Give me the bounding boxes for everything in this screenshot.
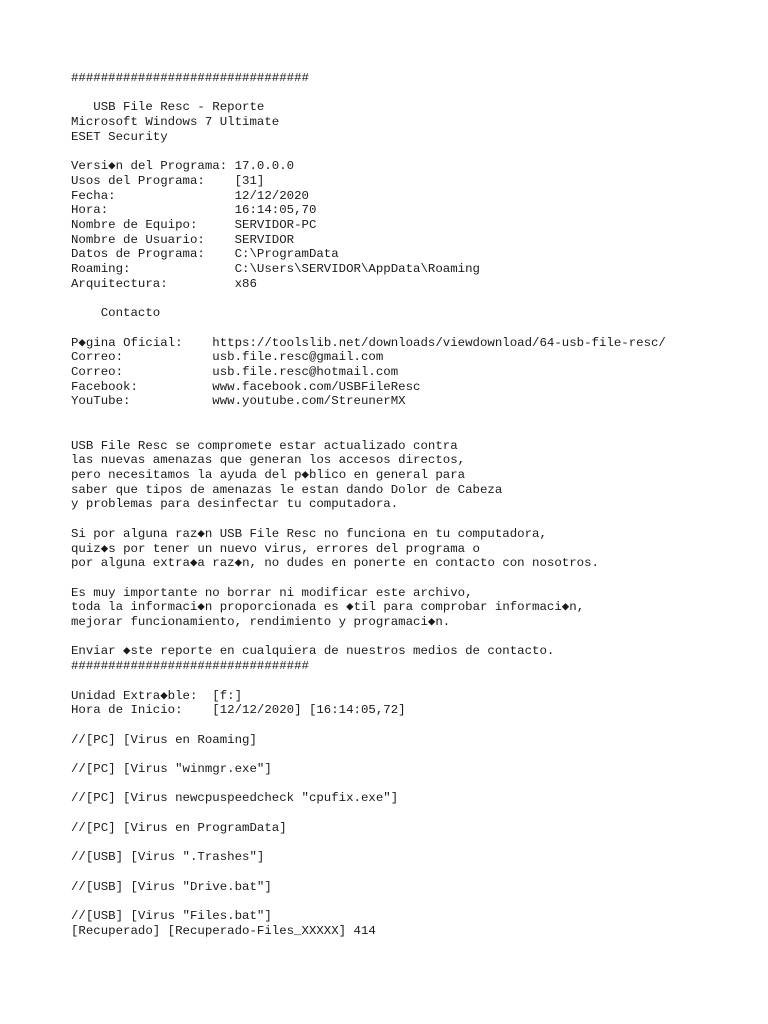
- report-line: Roaming: C:\Users\SERVIDOR\AppData\Roaming: [71, 262, 480, 277]
- report-line: //[PC] [Virus "winmgr.exe"]: [71, 762, 272, 777]
- report-line: //[PC] [Virus en ProgramData]: [71, 820, 287, 835]
- report-line: Si por alguna raz◆n USB File Resc no funciona en tu computadora,: [71, 526, 547, 541]
- report-line: Nombre de Equipo: SERVIDOR-PC: [71, 218, 317, 233]
- report-line: Nombre de Usuario: SERVIDOR: [71, 232, 295, 247]
- report-line: USB File Resc - Reporte: [71, 100, 265, 115]
- report-line: Hora de Inicio: [12/12/2020] [16:14:05,72]: [71, 703, 406, 718]
- report-line: Enviar ◆ste reporte en cualquiera de nuestros medios de contacto.: [71, 644, 555, 659]
- report-line: //[PC] [Virus en Roaming]: [71, 732, 257, 747]
- report-line: ESET Security: [71, 129, 168, 144]
- report-line: Microsoft Windows 7 Ultimate: [71, 115, 280, 130]
- report-line: Unidad Extra◆ble: [f:]: [71, 688, 243, 703]
- report-line: Contacto: [71, 306, 161, 321]
- report-line: [Recuperado] [Recuperado-Files_XXXXX] 414: [71, 923, 376, 938]
- report-line: Arquitectura: x86: [71, 276, 257, 291]
- report-text: [71, 71, 751, 938]
- report-line: //[USB] [Virus ".Trashes"]: [71, 850, 265, 865]
- report-line: YouTube: www.youtube.com/StreunerMX: [71, 394, 406, 409]
- report-line: ################################: [71, 659, 309, 674]
- report-line: Hora: 16:14:05,70: [71, 203, 317, 218]
- report-line: //[USB] [Virus "Drive.bat"]: [71, 879, 272, 894]
- report-line: Fecha: 12/12/2020: [71, 188, 309, 203]
- report-line: ################################: [71, 71, 309, 85]
- report-line: pero necesitamos la ayuda del p◆blico en general para: [71, 467, 466, 482]
- report-line: saber que tipos de amenazas le estan dando Dolor de Cabeza: [71, 482, 503, 497]
- report-line: mejorar funcionamiento, rendimiento y programaci◆n.: [71, 615, 451, 630]
- report-line: //[USB] [Virus "Files.bat"]: [71, 909, 272, 924]
- report-line: quiz◆s por tener un nuevo virus, errores del programa o: [71, 541, 480, 556]
- report-line: Datos de Programa: C:\ProgramData: [71, 247, 339, 262]
- report-page: [71, 71, 751, 938]
- report-line: P◆gina Oficial: https://toolslib.net/downloads/viewdownload/64-usb-file-resc/: [71, 335, 666, 350]
- report-line: Versi◆n del Programa: 17.0.0.0: [71, 159, 295, 174]
- report-line: Facebook: www.facebook.com/USBFileResc: [71, 379, 421, 394]
- report-line: Correo: usb.file.resc@hotmail.com: [71, 365, 399, 380]
- report-line: y problemas para desinfectar tu computadora.: [71, 497, 399, 512]
- report-line: Usos del Programa: [31]: [71, 173, 265, 188]
- report-line: USB File Resc se compromete estar actualizado contra: [71, 438, 458, 453]
- report-line: las nuevas amenazas que generan los accesos directos,: [71, 453, 466, 468]
- report-line: Correo: usb.file.resc@gmail.com: [71, 350, 384, 365]
- report-line: toda la informaci◆n proporcionada es ◆til para comprobar informaci◆n,: [71, 600, 585, 615]
- report-line: //[PC] [Virus newcpuspeedcheck "cpufix.exe"]: [71, 791, 399, 806]
- report-line: Es muy importante no borrar ni modificar este archivo,: [71, 585, 473, 600]
- report-line: por alguna extra◆a raz◆n, no dudes en ponerte en contacto con nosotros.: [71, 556, 599, 571]
